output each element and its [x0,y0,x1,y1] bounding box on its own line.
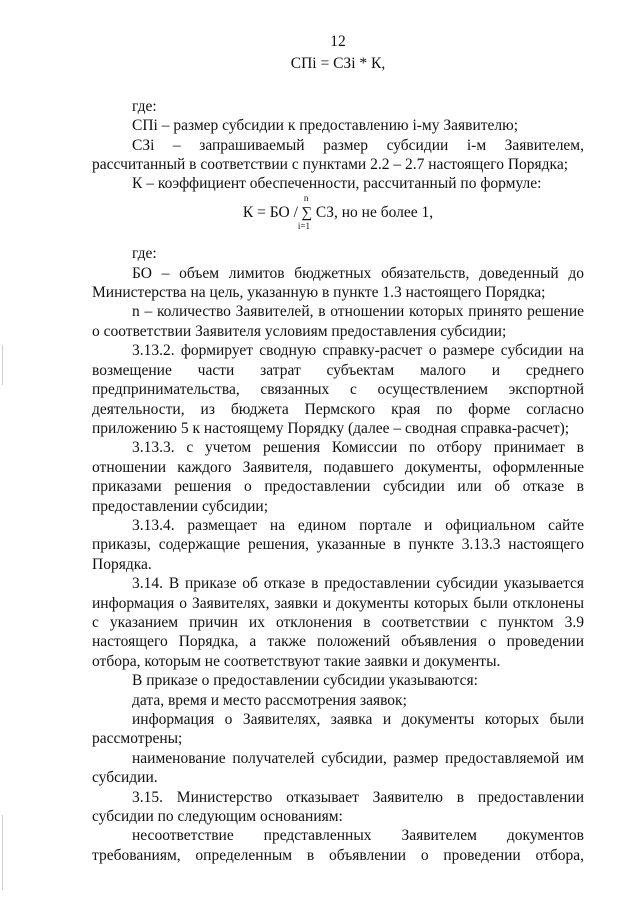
paragraph-where-2: где: [132,245,157,263]
paragraph-recipients-name: наименование получателей субсидии, размер предоставляемой им субсидии. [92,749,584,787]
page-number: 12 [330,33,346,50]
sigma-glyph: ∑ [301,204,313,221]
formula-k-lhs: К = БО / [242,203,298,221]
paragraph-def-k: К – коэффициент обеспеченности, рассчитанный по формуле: [132,175,542,193]
paragraph-3-14: 3.14. В приказе об отказе в предоставлении субсидии указывается информация о Заявителях, заявки и документы которых были отклонены с указанием причин их отклонения в соответствии с пунктом 3.9 настоящего Порядка, а также положений объявления о проведении отбора, которым не соответствуют такие заявки и документы. [92,575,584,670]
paragraph-noncompliance: несоответствие представленных Заявителем документов требованиям, определенным в объявлении о проведении отбора, [92,827,584,864]
paragraph-applicants-info: информация о Заявителях, заявка и документы которых были рассмотрены; [92,711,584,748]
paragraph-def-szi: СЗi – запрашиваемый размер субсидии i-м Заявителем, рассчитанный в соответствии с пунктами 2.2 – 2.7 настоящего Порядка; [92,136,584,174]
paragraph-3-15: 3.15. Министерство отказывает Заявителю в предоставлении субсидии по следующим основаниям: [92,788,584,826]
paragraph-where-1: где: [132,97,157,115]
paragraph-3-13-3: 3.13.3. с учетом решения Комиссии по отбору принимает в отношении каждого Заявителя, подавшего документы, оформленные приказами решения о предоставлении субсидии или об отказе в предоставлении субсидии; [92,439,584,515]
paragraph-def-bo: БО – объем лимитов бюджетных обязательств, доведенный до Министерства на цель, указанную в пункте 1.3 настоящего Порядка; [92,264,584,302]
scan-edge-mark-top [2,345,3,385]
scan-edge-mark-bottom [2,815,3,890]
paragraph-def-n: n – количество Заявителей, в отношении которых принято решение о соответствии Заявителя условиям предоставления субсидии; [92,303,584,340]
formula-coefficient [92,192,584,232]
sum-symbol [297,192,316,232]
paragraph-3-13-4: 3.13.4. размещает на едином портале и официальном сайте приказы, содержащие решения, указанные в пункте 3.13.3 настоящего Порядка. [92,516,584,573]
sum-lower-limit: i=1 [297,221,310,232]
formula-subsidy: СПi = СЗi * К, [290,55,386,73]
paragraph-def-spi: СПi – размер субсидии к предоставлению i-му Заявителю; [132,117,519,135]
paragraph-date-time-place: дата, время и место рассмотрения заявок; [132,691,407,709]
paragraph-3-13-2: 3.13.2. формирует сводную справку-расчет о размере субсидии на возмещение части затрат субъектам малого и среднего предпринимательства, связанных с осуществлением экспортной деятельности, из бюджета Пермского края по форме согласно приложению 5 к настоящему Порядку (далее – сводная справка-расчет); [92,342,584,437]
sum-upper-limit: n [303,192,309,203]
formula-k-rhs: СЗ, но не более 1, [315,203,434,221]
paragraph-order-grant: В приказе о предоставлении субсидии указываются: [132,672,478,690]
document-page [92,32,584,865]
